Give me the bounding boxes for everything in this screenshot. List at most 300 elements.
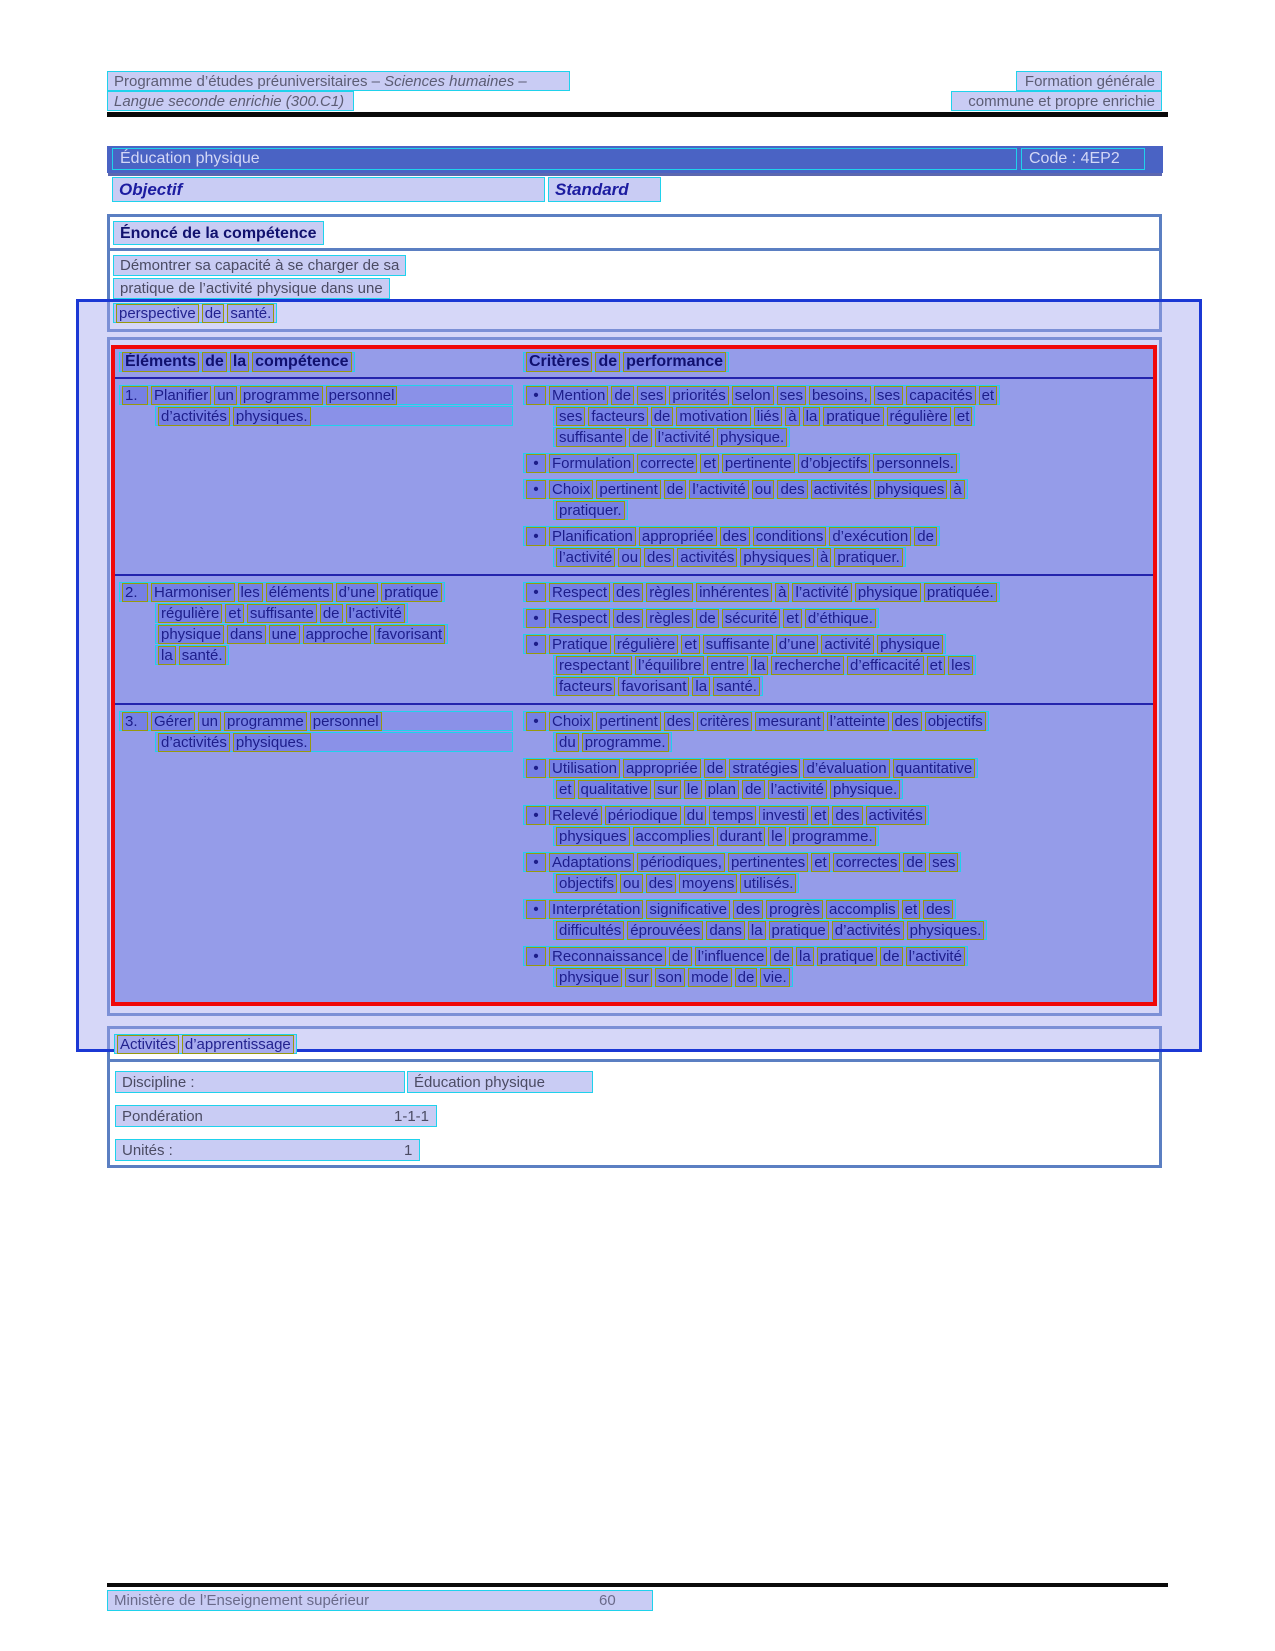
criteria-line	[553, 655, 976, 675]
criterion	[523, 758, 1153, 799]
word-box: l’activité	[795, 583, 849, 601]
word-box: de	[706, 759, 724, 777]
word-box: pratique	[819, 947, 874, 965]
word-box: sécurité	[724, 609, 778, 627]
word-box: des	[835, 806, 860, 824]
word-box: Activités	[120, 1035, 176, 1053]
criteria-words	[550, 610, 875, 627]
bullet-icon: •	[527, 636, 545, 653]
word-box: des	[616, 583, 641, 601]
word-box: personnels.	[876, 454, 954, 472]
bullet-icon: •	[527, 807, 545, 824]
word-box: programme	[242, 386, 320, 404]
word-box: pratique	[771, 921, 826, 939]
word-box: un	[201, 712, 219, 730]
word-box: pertinent	[599, 480, 658, 498]
word-box: mode	[691, 968, 729, 986]
word-box: pertinent	[599, 712, 658, 730]
word-box: du	[559, 733, 576, 751]
criteria-line	[523, 805, 929, 825]
header-text: commune et propre enrichie	[968, 92, 1155, 110]
word-box: d’une	[778, 635, 816, 653]
field-unites	[115, 1139, 420, 1161]
word-box: la	[799, 947, 811, 965]
word-box: entre	[710, 656, 745, 674]
word-box: accomplies	[635, 827, 711, 845]
word-box: de	[671, 947, 689, 965]
standard-label	[548, 177, 661, 202]
word-box: sur	[657, 780, 678, 798]
item-line	[155, 603, 408, 623]
word-box: santé.	[181, 646, 223, 664]
word-box: moyens	[681, 874, 735, 892]
page-number: 60	[599, 1592, 616, 1609]
word-box: des	[780, 480, 805, 498]
criteria-line	[553, 427, 790, 447]
word-box: suffisante	[559, 428, 623, 446]
word-box: de	[598, 353, 618, 370]
criterion	[523, 899, 1153, 940]
word-box: Formulation	[552, 454, 632, 472]
criteria-cell	[521, 705, 1153, 994]
word-box: objectifs	[559, 874, 615, 892]
word-box: d’évaluation	[806, 759, 887, 777]
criteria-line	[523, 453, 960, 473]
word-box: de	[744, 780, 762, 798]
criteria-line	[523, 582, 1000, 602]
criterion	[523, 385, 1153, 447]
field-value-text: Éducation physique	[414, 1073, 545, 1091]
header-text: Programme d’études préuniversitaires –	[114, 72, 385, 90]
field-value-text: 1-1-1	[394, 1107, 430, 1125]
word-box: dans	[230, 625, 263, 643]
word-box: et	[956, 407, 970, 425]
word-box: plan	[707, 780, 736, 798]
enonce-line-annotated	[113, 303, 277, 323]
criteria-words	[550, 901, 952, 918]
word-box: progrès	[769, 900, 820, 918]
word-box: pratiquer.	[837, 548, 900, 566]
bullet-icon: •	[527, 948, 545, 965]
word-box: performance	[626, 353, 724, 370]
word-box: ses	[640, 386, 664, 404]
section-divider	[110, 1059, 1159, 1062]
word-box: Gérer	[154, 712, 193, 730]
word-box: d’activités	[161, 733, 227, 751]
header-line-left-2	[107, 91, 354, 111]
criteria-line	[553, 500, 628, 520]
bullet-icon: •	[527, 584, 545, 601]
word-box: périodique	[607, 806, 678, 824]
word-box: l’activité	[908, 947, 962, 965]
bullet-icon: •	[527, 760, 545, 777]
criteria-words	[550, 760, 974, 777]
word-box: les	[240, 583, 260, 601]
criteria-line	[553, 826, 879, 846]
field-label-text: Unités :	[122, 1141, 173, 1159]
word-box: d’apprentissage	[184, 1035, 291, 1053]
word-box: Choix	[552, 712, 591, 730]
word-box: favorisant	[377, 625, 443, 643]
objectif-label	[112, 177, 545, 202]
criteria-line	[523, 711, 989, 731]
word-box: sur	[628, 968, 649, 986]
header-text: Formation générale	[1024, 72, 1155, 90]
item-line	[155, 732, 513, 752]
field-value-text: 1	[404, 1141, 413, 1159]
word-box: ou	[623, 874, 640, 892]
word-box: à	[953, 480, 962, 498]
word-box: physique	[857, 583, 918, 601]
word-box: facteurs	[559, 677, 613, 695]
word-box: physiques	[876, 480, 945, 498]
criterion	[523, 453, 1153, 473]
word-box: les	[951, 656, 971, 674]
word-box: la	[232, 353, 247, 370]
word-box: liés	[756, 407, 780, 425]
word-box: de	[906, 853, 924, 871]
word-box: difficultés	[559, 921, 622, 939]
word-box: de	[204, 304, 222, 322]
criterion	[523, 711, 1153, 752]
word-box: l’activité	[770, 780, 824, 798]
criteria-line	[523, 946, 968, 966]
enonce-heading-text: Énoncé de la compétence	[120, 224, 317, 242]
criterion	[523, 526, 1153, 567]
word-box: utilisés.	[743, 874, 794, 892]
word-box: l’activité	[692, 480, 746, 498]
word-box: santé.	[230, 304, 272, 322]
word-box: le	[686, 780, 699, 798]
word-box: motivation	[679, 407, 748, 425]
word-box: pratique	[384, 583, 439, 601]
word-box: la	[750, 921, 763, 939]
word-box: des	[648, 874, 673, 892]
bullet-icon: •	[527, 854, 545, 871]
bullet-icon: •	[527, 901, 545, 918]
word-box: et	[786, 609, 799, 627]
enonce-line-text: pratique de l’activité physique dans une	[120, 280, 383, 297]
word-box: d’objectifs	[800, 454, 868, 472]
word-box: règles	[649, 609, 691, 627]
word-box: et	[814, 853, 827, 871]
word-box: personnel	[328, 386, 395, 404]
word-box: physique	[161, 625, 222, 643]
word-box: d’activités	[834, 921, 901, 939]
word-box: perspective	[119, 304, 196, 322]
field-value-discipline	[407, 1071, 593, 1093]
word-box: temps	[712, 806, 754, 824]
word-box: Respect	[552, 609, 608, 627]
objectif-text: Objectif	[119, 180, 183, 199]
word-box: ses	[876, 386, 901, 404]
enonce-line	[113, 278, 390, 299]
table-row	[115, 576, 1153, 703]
word-box: Mention	[552, 386, 606, 404]
word-box: des	[616, 609, 641, 627]
criteria-line	[523, 852, 961, 872]
word-box: de	[631, 428, 649, 446]
criteria-cell	[521, 379, 1153, 574]
word-box: et	[929, 656, 943, 674]
word-box: Planifier	[154, 386, 209, 404]
word-box: et	[813, 806, 827, 824]
word-box: recherche	[774, 656, 842, 674]
word-box: physique.	[719, 428, 785, 446]
word-box: de	[773, 947, 790, 965]
word-box: l’activité	[559, 548, 613, 566]
word-box: d’une	[338, 583, 376, 601]
word-box: périodiques,	[640, 853, 722, 871]
word-box: physiques.	[235, 733, 308, 751]
word-box: des	[722, 527, 747, 545]
word-box: stratégies	[732, 759, 798, 777]
word-box: pratiquée.	[926, 583, 994, 601]
enonce-heading	[113, 221, 324, 245]
criteria-words	[550, 528, 936, 545]
criteria-line	[553, 547, 906, 567]
word-box: Utilisation	[552, 759, 618, 777]
word-box: la	[695, 677, 708, 695]
element-cell	[115, 576, 521, 703]
word-box: Adaptations	[552, 853, 632, 871]
word-box: capacités	[909, 386, 973, 404]
word-box: d’activités	[161, 407, 227, 425]
word-box: ses	[932, 853, 956, 871]
word-box: inhérentes	[699, 583, 770, 601]
word-box: activités	[813, 480, 868, 498]
enonce-line-text: Démontrer sa capacité à se charger de sa	[120, 257, 400, 274]
criteria-words	[550, 387, 996, 404]
competence-table	[111, 345, 1157, 1006]
element-cell	[115, 379, 521, 574]
criteria-words	[550, 636, 942, 653]
word-box: suffisante	[249, 604, 314, 622]
word-box: régulière	[161, 604, 220, 622]
bullet-icon: •	[527, 713, 545, 730]
word-box: physiques	[559, 827, 627, 845]
word-box: pratiquer.	[559, 501, 622, 519]
word-box: des	[666, 712, 691, 730]
header-text-italic: Langue seconde enrichie (300.C1)	[114, 92, 345, 110]
row-number: 3.	[123, 713, 147, 730]
word-box: règles	[649, 583, 691, 601]
word-box: conditions	[755, 527, 824, 545]
word-box: d’exécution	[832, 527, 909, 545]
criterion	[523, 608, 1153, 628]
word-box: favorisant	[621, 677, 687, 695]
word-box: l’équilibre	[638, 656, 702, 674]
criteria-cell	[521, 576, 1153, 703]
word-box: le	[771, 827, 783, 845]
word-box: des	[647, 548, 672, 566]
word-box: objectifs	[927, 712, 983, 730]
item-words	[152, 713, 381, 730]
word-box: pertinente	[724, 454, 792, 472]
word-box: une	[271, 625, 297, 643]
header-text-italic: Sciences humaines –	[384, 72, 527, 90]
field-label-text: Pondération	[122, 1107, 203, 1125]
word-box: l’influence	[697, 947, 765, 965]
word-box: ou	[754, 480, 772, 498]
word-box: de	[737, 968, 755, 986]
table-header-cell	[521, 352, 1153, 373]
word-box: programme	[227, 712, 304, 730]
word-box: facteurs	[591, 407, 645, 425]
word-box: pertinentes	[730, 853, 806, 871]
word-box: de	[322, 604, 340, 622]
title-bar	[107, 146, 1163, 173]
word-box: de	[666, 480, 684, 498]
item-line	[119, 582, 445, 602]
word-box: l’activité	[348, 604, 402, 622]
word-box: des	[926, 900, 951, 918]
header-line-left-1	[107, 71, 570, 91]
table-row	[115, 379, 1153, 574]
item-line	[155, 624, 448, 644]
criteria-line	[553, 967, 793, 987]
word-box: et	[703, 454, 716, 472]
word-box: et	[228, 604, 241, 622]
word-box: Pratique	[552, 635, 608, 653]
word-box: régulière	[616, 635, 676, 653]
criteria-line	[523, 899, 956, 919]
criteria-words	[550, 713, 985, 730]
item-line	[119, 711, 513, 731]
header-line-right-1	[1016, 71, 1162, 91]
word-box: du	[686, 806, 704, 824]
word-box: priorités	[672, 386, 726, 404]
enonce-line	[113, 255, 406, 276]
word-box: suffisante	[705, 635, 770, 653]
criteria-words	[550, 584, 996, 601]
word-box: significative	[649, 900, 727, 918]
bullet-icon: •	[527, 528, 545, 545]
word-box: physique	[880, 635, 941, 653]
criteria-line	[523, 526, 940, 546]
item-line	[155, 406, 513, 426]
word-box: de	[699, 609, 716, 627]
word-box: éléments	[268, 583, 330, 601]
table-header-row	[115, 349, 1153, 377]
word-box: investi	[762, 806, 805, 824]
word-box: de	[614, 386, 632, 404]
word-box: programme.	[791, 827, 873, 845]
word-box: ou	[621, 548, 639, 566]
criteria-line	[523, 634, 946, 654]
criteria-line	[553, 920, 987, 940]
criteria-words	[550, 854, 957, 871]
criteria-line	[553, 676, 763, 696]
word-box: ses	[559, 407, 583, 425]
page-title	[112, 148, 1017, 170]
word-box: physique.	[833, 780, 898, 798]
course-code	[1021, 148, 1145, 170]
word-box: éprouvées	[630, 921, 701, 939]
criteria-line	[553, 732, 672, 752]
criterion	[523, 479, 1153, 520]
word-box: dans	[709, 921, 742, 939]
table-row	[115, 705, 1153, 994]
word-box: à	[819, 548, 829, 566]
activites-section	[107, 1026, 1162, 1168]
word-box: respectant	[559, 656, 630, 674]
word-box: et	[684, 635, 697, 653]
word-box: Planification	[552, 527, 633, 545]
section-divider	[110, 248, 1159, 251]
criteria-line	[553, 779, 903, 799]
word-box: appropriée	[641, 527, 714, 545]
enonce-section	[107, 214, 1162, 332]
item-words	[152, 584, 441, 601]
word-box: physiques.	[909, 921, 982, 939]
word-box: l’activité	[657, 428, 711, 446]
criteria-line	[523, 479, 968, 499]
header-rule	[107, 112, 1168, 117]
criterion	[523, 582, 1153, 602]
word-box: santé.	[716, 677, 757, 695]
word-box: Respect	[552, 583, 608, 601]
word-box: de	[205, 353, 224, 370]
word-box: approche	[305, 625, 369, 643]
word-box: l’atteinte	[829, 712, 886, 730]
word-box: activités	[868, 806, 923, 824]
word-box: et	[904, 900, 918, 918]
word-box: besoins,	[811, 386, 868, 404]
word-box: Harmoniser	[154, 583, 232, 601]
word-box: correctes	[835, 853, 898, 871]
field-label-text: Discipline :	[122, 1073, 195, 1091]
word-box: correcte	[640, 454, 695, 472]
criteria-words	[550, 481, 964, 498]
element-cell	[115, 705, 521, 994]
word-box: quantitative	[895, 759, 973, 777]
word-box: un	[217, 386, 234, 404]
item-words	[152, 387, 396, 404]
word-box: et	[981, 386, 995, 404]
word-box: la	[753, 656, 766, 674]
word-box: des	[894, 712, 919, 730]
word-box: Reconnaissance	[552, 947, 663, 965]
footer-rule	[107, 1583, 1168, 1587]
word-box: ses	[779, 386, 803, 404]
word-box: activités	[680, 548, 735, 566]
criteria-words	[550, 948, 964, 965]
word-box: Interprétation	[552, 900, 641, 918]
word-box: Éléments	[125, 353, 197, 370]
table-header-cell	[115, 352, 521, 373]
word-box: et	[559, 780, 572, 798]
item-line	[119, 385, 513, 405]
word-box: Relevé	[552, 806, 599, 824]
word-box: son	[657, 968, 683, 986]
word-box: physique	[559, 968, 620, 986]
item-line	[155, 645, 229, 665]
word-box: la	[805, 407, 818, 425]
bullet-icon: •	[527, 387, 545, 404]
criteria-line	[523, 758, 978, 778]
field-ponderation	[115, 1105, 437, 1127]
word-box: à	[778, 583, 787, 601]
word-box: Choix	[552, 480, 591, 498]
page-title-text: Éducation physique	[120, 150, 260, 167]
word-box: personnel	[312, 712, 379, 730]
word-box: vie.	[763, 968, 787, 986]
word-box: activité	[824, 635, 872, 653]
criterion	[523, 805, 1153, 846]
bullet-icon: •	[527, 455, 545, 472]
activites-heading	[114, 1034, 297, 1054]
